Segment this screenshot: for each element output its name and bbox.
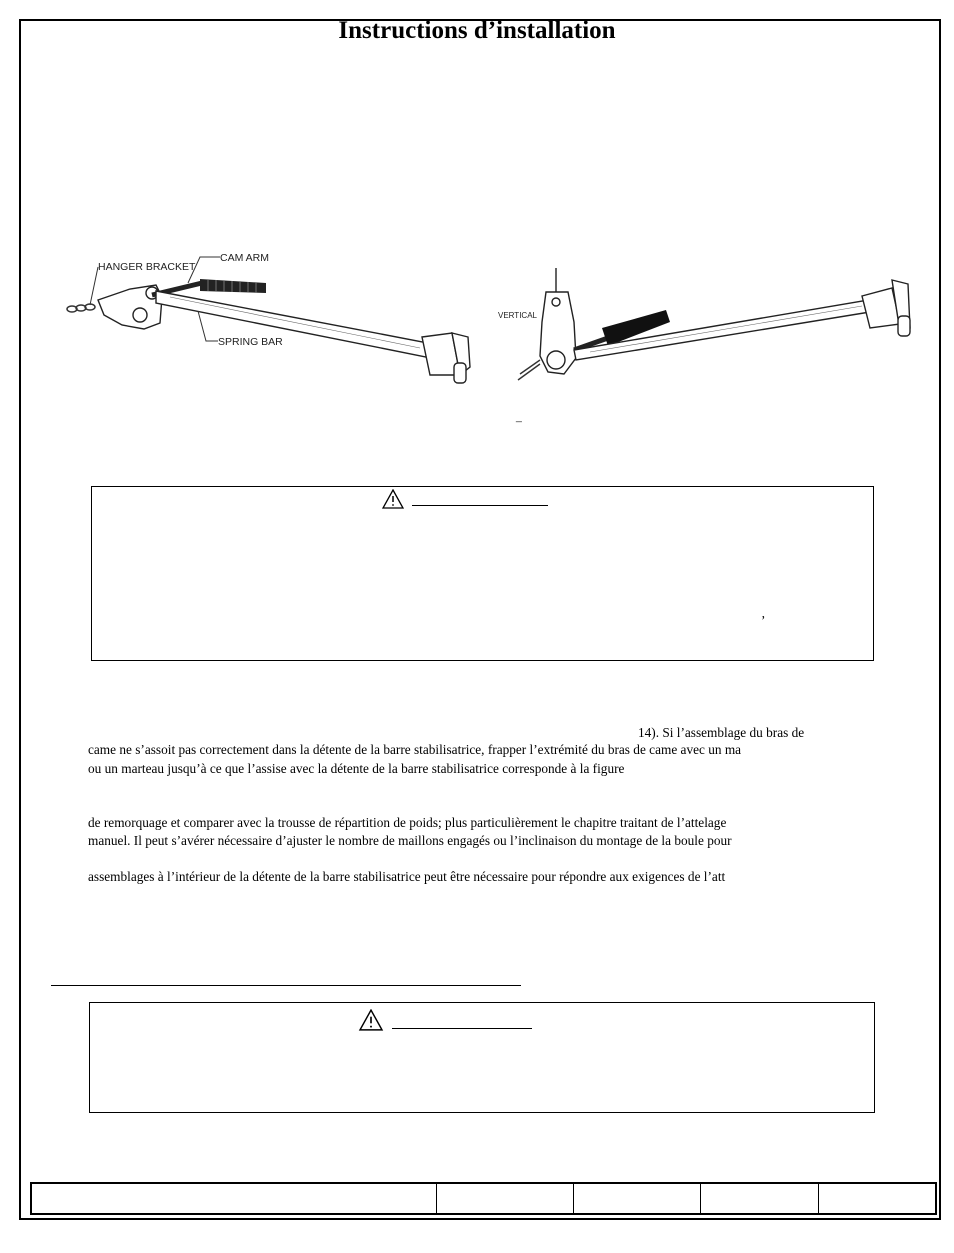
page-title: Instructions d’installation — [338, 17, 616, 44]
warning-box-1 — [91, 486, 874, 661]
label-cam-arm: CAM ARM — [220, 252, 270, 264]
body-line-3: ou un marteau jusqu’à ce que l’assise avec la détente de la barre stabilisatrice corresponde à la figure — [88, 761, 625, 776]
cam-arm-illustration — [152, 279, 266, 295]
chain-strand-illustration — [518, 360, 540, 380]
body-line-1: 14). Si l’assemblage du bras de — [638, 725, 805, 740]
body-line-4: de remorquage et comparer avec la trousse de répartition de poids; plus particulièrement le chapitre traitant de l’attelage — [88, 815, 727, 830]
footer-cell — [701, 1184, 819, 1213]
figure-hanger-assembly — [60, 245, 480, 395]
vertical-hanger-illustration — [540, 268, 576, 374]
label-vertical: VERTICAL — [498, 311, 537, 320]
warning-heading-rule — [412, 504, 548, 506]
footer-cell — [819, 1184, 935, 1213]
footer-cell — [437, 1184, 574, 1213]
stray-mark: ’ — [761, 613, 766, 628]
warning-header-1 — [382, 489, 548, 509]
label-hanger-bracket: HANGER BRACKET — [98, 261, 196, 273]
warning-heading-rule — [392, 1027, 532, 1029]
footer-cell — [32, 1184, 437, 1213]
warning-box-2 — [89, 1002, 875, 1113]
spring-bar-illustration — [156, 291, 470, 383]
hanger-bracket-illustration — [98, 285, 162, 329]
spring-bar-illustration — [574, 280, 910, 360]
figure-caption-mark: _ — [516, 411, 522, 423]
warning-triangle-icon — [358, 1009, 384, 1031]
body-line-6: assemblages à l’intérieur de la détente de la barre stabilisatrice peut être nécessaire pour répondre aux exigences de l’att — [88, 869, 726, 884]
warning-header-2 — [358, 1009, 532, 1031]
body-line-5: manuel. Il peut s’avérer nécessaire d’ajuster le nombre de maillons engagés ou l’inclinaison du montage de la boule pour — [88, 833, 732, 848]
warning-triangle-icon — [382, 489, 404, 509]
chain-illustration — [67, 304, 95, 312]
footer-table — [30, 1182, 937, 1215]
figure-vertical-view — [490, 262, 920, 427]
body-line-2: came ne s’assoit pas correctement dans la détente de la barre stabilisatrice, frapper l’extrémité du bras de came avec un ma — [88, 742, 742, 757]
footer-cell — [574, 1184, 701, 1213]
section-heading-rule — [51, 985, 521, 986]
label-spring-bar: SPRING BAR — [218, 336, 283, 348]
